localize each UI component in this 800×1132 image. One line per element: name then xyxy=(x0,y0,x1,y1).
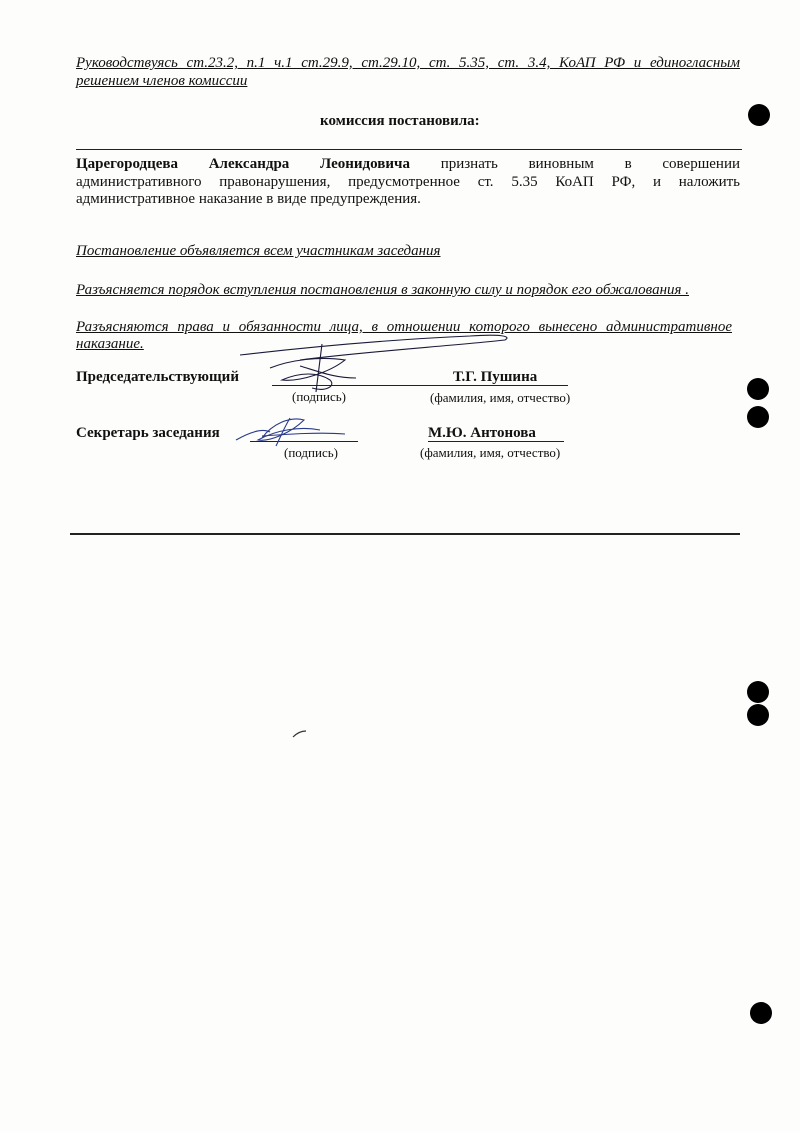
secretary-name: М.Ю. Антонова xyxy=(428,425,536,441)
punch-hole-3 xyxy=(747,406,769,428)
explained-rights-line-2: наказание. xyxy=(76,336,144,352)
chairman-name: Т.Г. Пушина xyxy=(453,369,538,385)
decision-line-2: административного правонарушения, предусмотренное ст. 5.35 КоАП РФ, и наложить xyxy=(76,174,740,190)
punch-hole-2 xyxy=(747,378,769,400)
secretary-role: Секретарь заседания xyxy=(76,425,220,441)
stray-mark xyxy=(293,731,306,737)
chairman-sign-caption: (подпись) xyxy=(292,389,346,404)
chairman-role: Председательствующий xyxy=(76,369,239,385)
secretary-sign-caption: (подпись) xyxy=(284,445,338,460)
decision-heading: комиссия постановила: xyxy=(320,113,480,129)
secretary-signature xyxy=(236,418,345,446)
decision-line-3: административное наказание в виде предупреждения. xyxy=(76,191,421,207)
punch-hole-4 xyxy=(747,681,769,703)
punch-hole-6 xyxy=(750,1002,772,1024)
secretary-name-caption: (фамилия, имя, отчество) xyxy=(420,445,561,460)
decision-line-1-rest: признать виновным в совершении xyxy=(440,156,741,172)
basis-line-1: Руководствуясь ст.23.2, п.1 ч.1 ст.29.9, ст.29.10, ст. 5.35, ст. 3.4, КоАП РФ и единогласным xyxy=(76,55,740,71)
chairman-signature xyxy=(240,335,507,392)
announced-text: Постановление объявляется всем участникам заседания xyxy=(76,243,441,259)
punch-hole-5 xyxy=(747,704,769,726)
punch-hole-1 xyxy=(748,104,770,126)
offender-name: Царегородцева Александра Леонидовича xyxy=(76,156,410,172)
explained-order-text: Разъясняется порядок вступления постановления в законную силу и порядок его обжалования . xyxy=(76,282,689,298)
explained-rights-line-1: Разъясняются права и обязанности лица, в отношении которого вынесено административное xyxy=(76,319,732,335)
basis-line-2: решением членов комиссии xyxy=(76,73,248,89)
chairman-name-caption: (фамилия, имя, отчество) xyxy=(430,390,571,405)
